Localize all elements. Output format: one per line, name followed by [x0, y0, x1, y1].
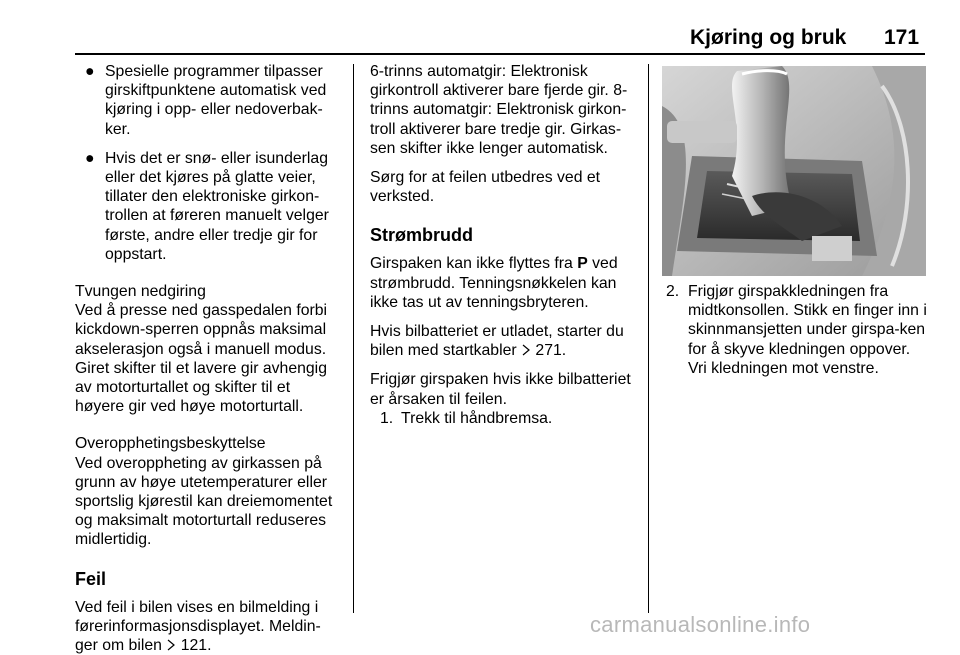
fault-page-ref[interactable]: 121. [180, 637, 212, 655]
bullet-text: Spesielle programmer tilpasser girskiftpunktene automatisk ved kjøring i opp- eller nedoverbak-ker. [105, 63, 327, 138]
page-reference-icon [166, 639, 176, 651]
release-text: Frigjør girspaken hvis ikke bilbatteriet er årsaken til feilen. [370, 371, 631, 408]
bullet-item [75, 149, 343, 264]
bullet-icon: ● [85, 149, 95, 167]
column-3 [666, 282, 928, 378]
fault-text-body: Ved feil i bilen vises en bilmelding i førerinformasjonsdisplayet. Meldin-ger om bilen [75, 598, 321, 655]
power-text-part: Girspaken kan ikke flyttes fra [370, 255, 578, 273]
fault-text [75, 598, 343, 655]
gear-lever-photo [662, 66, 926, 276]
column-2 [370, 62, 638, 428]
column-divider-right [648, 64, 649, 613]
bullet-icon: ● [85, 63, 95, 80]
bullet-item [75, 62, 343, 139]
battery-text-body: Hvis bilbatteriet er utladet, starter du bilen med startkabler [370, 323, 624, 360]
workshop-text: Sørg for at feilen utbedres ved et verksted. [370, 169, 601, 206]
power-failure-heading: Strømbrudd [370, 225, 473, 246]
step-number: 1. [380, 409, 394, 427]
power-failure-text [370, 254, 638, 312]
overheat-text: Ved overoppheting av girkassen på grunn av høye utetemperaturer eller sportslig kjørestil kan dreiemomentet og maksimalt motorturtall reduseres midlertidig. [75, 454, 333, 549]
header-title: Kjøring og bruk [690, 26, 847, 49]
park-position-label: P [577, 255, 588, 273]
header-rule [75, 53, 925, 55]
page-number: 171 [884, 26, 920, 49]
kickdown-title: Tvungen nedgiring [75, 283, 206, 301]
power-text-part: ved strømbrudd. Tenningsnøkkelen kan ikke tas ut av tenningsbryteren. [370, 255, 618, 311]
step-text: Frigjør girspakkledningen fra midtkonsollen. Stikk en finger inn i skinnmansjetten under girspa-ken for å skyve kledningen oppover. Vri kledningen mot venstre. [688, 283, 927, 377]
step-number: 2. [666, 283, 680, 300]
overheat-title: Overopphetingsbeskyttelse [75, 435, 266, 453]
step-1 [380, 409, 638, 428]
fault-heading: Feil [75, 568, 107, 589]
gear-lever-illustration [662, 66, 926, 276]
fault-mode-text: 6-trinns automatgir: Elektronisk girkontroll aktiverer bare fjerde gir. 8-trinns automatgir: Elektronisk girkon-troll aktiverer bare tredje gir. Girkas-sen skifter ikke lenger automatisk. [370, 63, 628, 157]
battery-page-ref[interactable]: 271. [535, 342, 567, 360]
kickdown-text: Ved å presse ned gasspedalen forbi kickdown-sperren oppnås maksimal akselerasjon også i manuell modus. Giret skifter til et lavere gir avhengig av motorturtallet og skifter til et høyere gir ved høye motorturtall. [75, 302, 328, 416]
page-reference-icon [521, 344, 531, 356]
step-2 [666, 282, 928, 378]
bullet-text: Hvis det er snø- eller isunderlag eller det kjøres på glatte veier, tillater den elektroniske girkon-trollen at føreren manuelt velger første, andre eller tredje gir for oppstart. [105, 149, 329, 263]
column-divider-left [353, 64, 354, 613]
column-1 [75, 62, 343, 655]
battery-text [370, 322, 638, 360]
watermark: carmanualsonline.info [590, 612, 811, 637]
step-text: Trekk til håndbremsa. [401, 409, 553, 427]
